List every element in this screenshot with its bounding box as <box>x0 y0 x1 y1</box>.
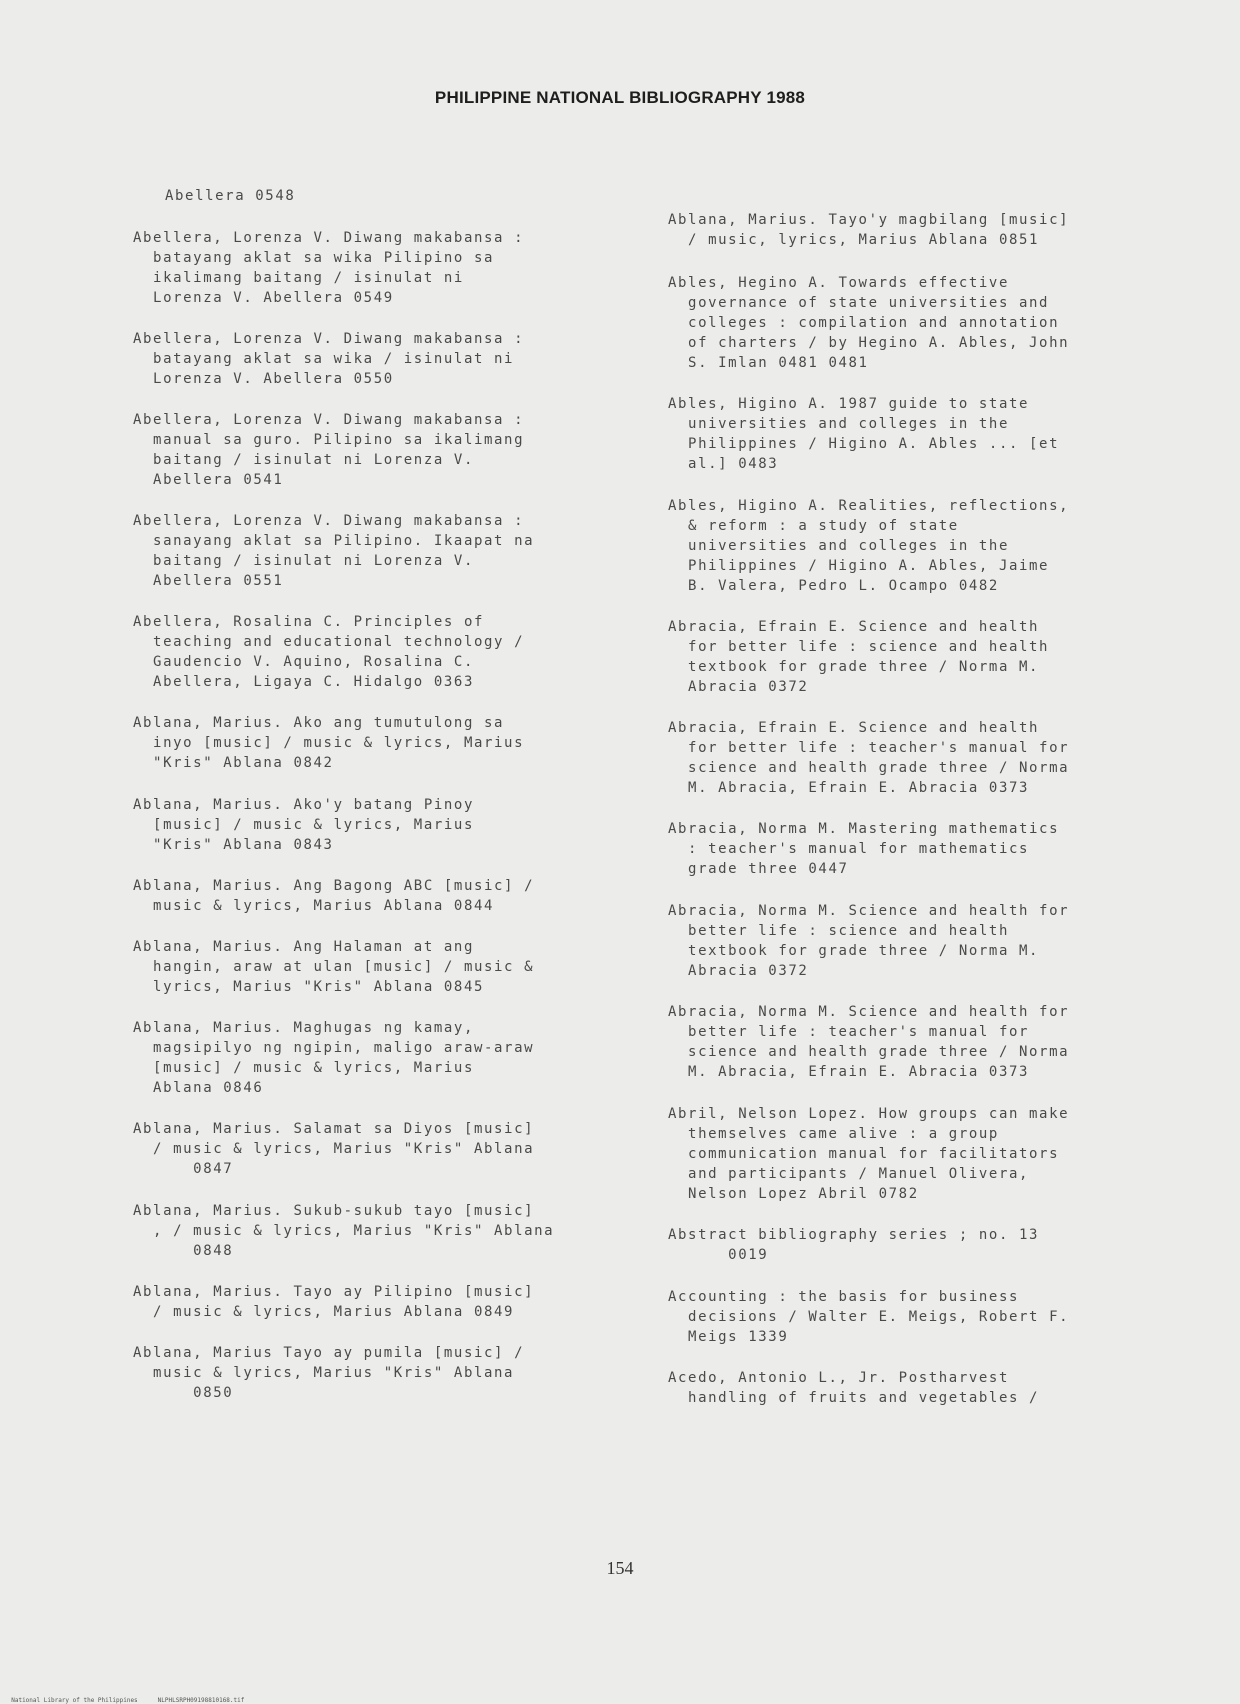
list-item: Ablana, Marius Tayo ay pumila [music] / music & lyrics, Marius "Kris" Ablana 0850 <box>133 1345 525 1401</box>
list-item: Ables, Higino A. 1987 guide to state universities and colleges in the Philippines / Higino A. Ables ... [et al.] 0483 <box>668 396 1060 472</box>
list-item: Ablana, Marius. Tayo ay Pilipino [music] / music & lyrics, Marius Ablana 0849 <box>133 1284 535 1320</box>
list-item: Abracia, Norma M. Science and health for better life : teacher's manual for science and health grade three / Norma M. Abracia, Efrain E. Abracia 0373 <box>668 1004 1070 1080</box>
list-item: Abellera, Lorenza V. Diwang makabansa : batayang aklat sa wika / isinulat ni Lorenza V. Abellera 0550 <box>133 331 525 387</box>
list-item: Abril, Nelson Lopez. How groups can make themselves came alive : a group communication manual for facilitators and participants / Manuel Olivera, Nelson Lopez Abril 0782 <box>668 1106 1070 1202</box>
list-item: Abellera, Rosalina C. Principles of teaching and educational technology / Gaudencio V. Aquino, Rosalina C. Abellera, Ligaya C. Hidalgo 0363 <box>133 614 525 690</box>
list-item: Abracia, Efrain E. Science and health for better life : teacher's manual for science and health grade three / Norma M. Abracia, Efrain E. Abracia 0373 <box>668 720 1070 796</box>
list-item: Accounting : the basis for business decisions / Walter E. Meigs, Robert F. Meigs 1339 <box>668 1289 1070 1345</box>
list-item: Ablana, Marius. Ang Bagong ABC [music] / music & lyrics, Marius Ablana 0844 <box>133 878 535 914</box>
page-number: 154 <box>606 1558 634 1578</box>
list-item: Ablana, Marius. Ang Halaman at ang hangin, araw at ulan [music] / music & lyrics, Marius "Kris" Ablana 0845 <box>133 939 535 995</box>
page-title: PHILIPPINE NATIONAL BIBLIOGRAPHY 1988 <box>434 88 806 107</box>
list-item: Abracia, Efrain E. Science and health for better life : science and health textbook for grade three / Norma M. Abracia 0372 <box>668 619 1050 695</box>
library-name: National Library of the Philippines <box>11 1697 138 1704</box>
list-item: Acedo, Antonio L., Jr. Postharvest handling of fruits and vegetables / <box>668 1370 1040 1406</box>
list-item: Abellera, Lorenza V. Diwang makabansa : manual sa guro. Pilipino sa ikalimang baitang / isinulat ni Lorenza V. Abellera 0541 <box>133 412 525 488</box>
list-item: Ables, Hegino A. Towards effective governance of state universities and colleges : compilation and annotation of charters / by Hegino A. Ables, John S. Imlan 0481 0481 <box>668 275 1070 371</box>
list-item: Ablana, Marius. Salamat sa Diyos [music] / music & lyrics, Marius "Kris" Ablana 0847 <box>133 1121 535 1177</box>
list-item: Abracia, Norma M. Science and health for better life : science and health textbook for grade three / Norma M. Abracia 0372 <box>668 903 1070 979</box>
list-item: Ablana, Marius. Ako ang tumutulong sa inyo [music] / music & lyrics, Marius "Kris" Ablana 0842 <box>133 715 525 771</box>
list-item: Ablana, Marius. Ako'y batang Pinoy [music] / music & lyrics, Marius "Kris" Ablana 0843 <box>133 797 474 853</box>
scan-footer <box>4 1690 264 1704</box>
list-item: Ablana, Marius. Tayo'y magbilang [music] / music, lyrics, Marius Ablana 0851 <box>668 212 1070 248</box>
file-name: NLPHLSRPH09198810168.tif <box>157 1697 245 1704</box>
list-item: Abstract bibliography series ; no. 13 0019 <box>668 1227 1040 1263</box>
list-item: Ablana, Marius. Maghugas ng kamay, magsipilyo ng ngipin, maligo araw-araw [music] / music & lyrics, Marius Ablana 0846 <box>133 1020 535 1096</box>
heading-entry: Abellera 0548 <box>165 188 296 204</box>
list-item: Abellera, Lorenza V. Diwang makabansa : sanayang aklat sa Pilipino. Ikaapat na baitang / isinulat ni Lorenza V. Abellera 0551 <box>133 513 535 589</box>
list-item: Abellera, Lorenza V. Diwang makabansa : batayang aklat sa wika Pilipino sa ikalimang baitang / isinulat ni Lorenza V. Abellera 0549 <box>133 230 525 306</box>
list-item: Abracia, Norma M. Mastering mathematics : teacher's manual for mathematics grade three 0447 <box>668 821 1060 877</box>
list-item: Ablana, Marius. Sukub-sukub tayo [music] , / music & lyrics, Marius "Kris" Ablana 0848 <box>133 1203 555 1259</box>
list-item: Ables, Higino A. Realities, reflections, & reform : a study of state universities and colleges in the Philippines / Higino A. Ables, Jaime B. Valera, Pedro L. Ocampo 0482 <box>668 498 1070 594</box>
